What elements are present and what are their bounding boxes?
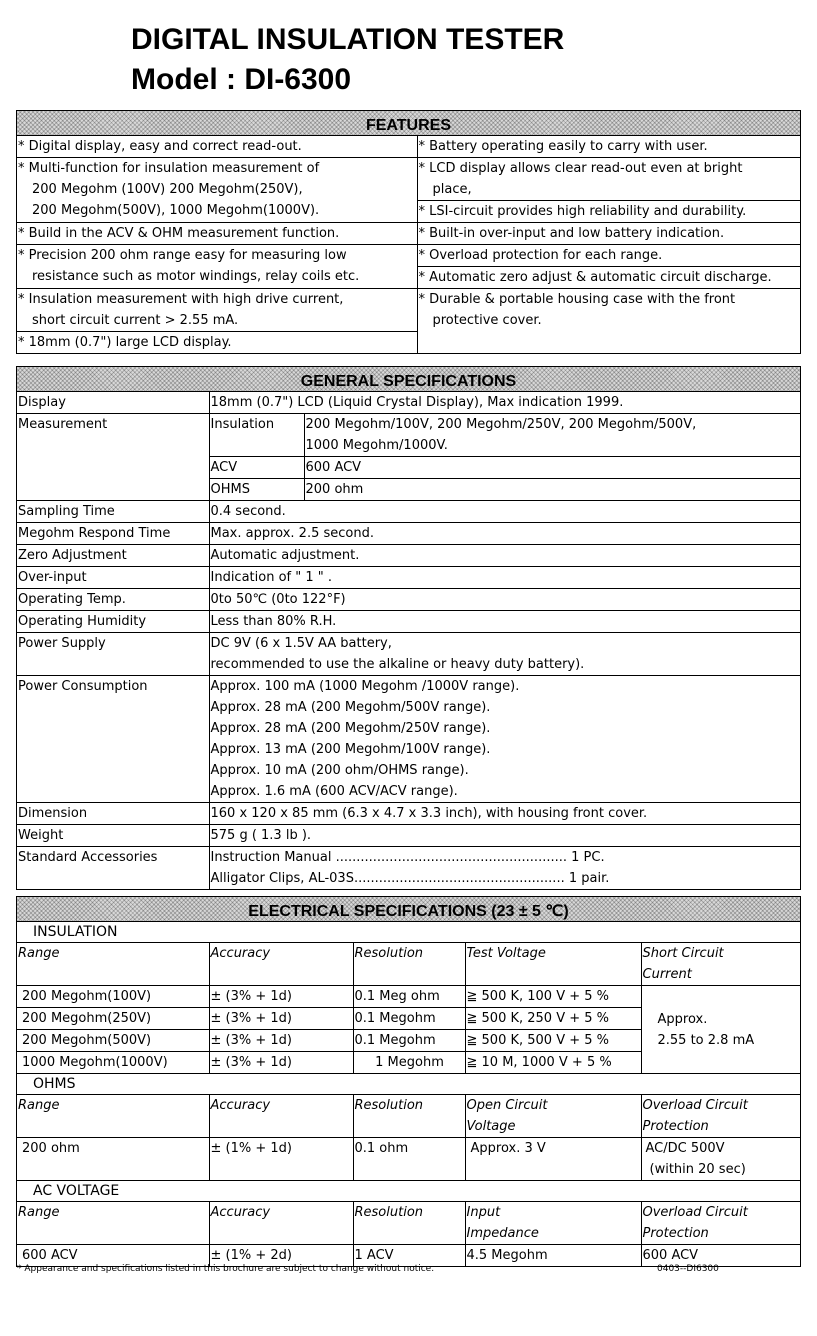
overload-protection-cell: 600 ACV [641, 1245, 800, 1267]
spec-value: 0to 50℃ (0to 122°F) [209, 589, 800, 611]
column-header: Overload Circuit Protection [641, 1202, 800, 1245]
column-header: Range [17, 943, 209, 986]
feature-item: * Overload protection for each range. [417, 245, 800, 267]
spec-value: 0.4 second. [209, 501, 800, 523]
spec-label: Power Supply [17, 633, 209, 676]
feature-item: * Durable & portable housing case with the front protective cover. [417, 289, 800, 354]
spec-label: Operating Temp. [17, 589, 209, 611]
features-table [17, 136, 800, 353]
accuracy-cell: ± (3% + 1d) [209, 1008, 353, 1030]
spec-value: 160 x 120 x 85 mm (6.3 x 4.7 x 3.3 inch), with housing front cover. [209, 803, 800, 825]
feature-item: * LSI-circuit provides high reliability and durability. [417, 201, 800, 223]
range-cell: 200 Megohm(500V) [17, 1030, 209, 1052]
spec-value: 200 ohm [304, 479, 800, 501]
column-header: Open Circuit Voltage [465, 1095, 641, 1138]
model-title: Model : DI-6300 [131, 63, 352, 96]
spec-value: DC 9V (6 x 1.5V AA battery, recommended to use the alkaline or heavy duty battery). [209, 633, 800, 676]
feature-item: * LCD display allows clear read-out even at bright place, [417, 158, 800, 201]
resolution-cell: 0.1 Meg ohm [353, 986, 465, 1008]
column-header: Overload Circuit Protection [641, 1095, 800, 1138]
spec-sublabel: OHMS [209, 479, 304, 501]
table-row [17, 1138, 800, 1181]
spec-sublabel: ACV [209, 457, 304, 479]
column-header: Accuracy [209, 1095, 353, 1138]
test-voltage-cell: ≧ 500 K, 100 V + 5 % [465, 986, 641, 1008]
feature-item: * Multi-function for insulation measurement of 200 Megohm (100V) 200 Megohm(250V), 200 Megohm(500V), 1000 Megohm(1000V). [17, 158, 417, 223]
footer-code: 0403--DI6300 [657, 1264, 719, 1274]
range-cell: 1000 Megohm(1000V) [17, 1052, 209, 1074]
feature-item: * Build in the ACV & OHM measurement function. [17, 223, 417, 245]
feature-item: * Built-in over-input and low battery indication. [417, 223, 800, 245]
column-header: Accuracy [209, 943, 353, 986]
column-header: Range [17, 1202, 209, 1245]
resolution-cell: 1 ACV [353, 1245, 465, 1267]
spec-label: Weight [17, 825, 209, 847]
spec-value: 575 g ( 1.3 lb ). [209, 825, 800, 847]
range-cell: 200 ohm [17, 1138, 209, 1181]
column-header: Test Voltage [465, 943, 641, 986]
test-voltage-cell: ≧ 10 M, 1000 V + 5 % [465, 1052, 641, 1074]
open-circuit-voltage-cell: Approx. 3 V [465, 1138, 641, 1181]
test-voltage-cell: ≧ 500 K, 500 V + 5 % [465, 1030, 641, 1052]
spec-label: Standard Accessories [17, 847, 209, 890]
spec-label: Over-input [17, 567, 209, 589]
spec-value: Approx. 100 mA (1000 Megohm /1000V range). Approx. 28 mA (200 Megohm/500V range). Approx. 28 mA (200 Megohm/250V range). Approx. 13 mA (200 Megohm/100V range). Approx. 10 mA (200 ohm/OHMS range). Approx. 1.6 mA (600 ACV/ACV range). [209, 676, 800, 803]
accuracy-cell: ± (3% + 1d) [209, 986, 353, 1008]
spec-value: Instruction Manual ........................................................ 1 PC. Alligator Clips, AL-03S................................................... 1 pair. [209, 847, 800, 890]
ac-voltage-subheading: AC VOLTAGE [17, 1181, 800, 1202]
feature-item: * Precision 200 ohm range easy for measuring low resistance such as motor windings, relay coils etc. [17, 245, 417, 289]
general-specs-heading: GENERAL SPECIFICATIONS [17, 367, 800, 392]
spec-value: Max. approx. 2.5 second. [209, 523, 800, 545]
spec-label: Sampling Time [17, 501, 209, 523]
overload-protection-cell: AC/DC 500V (within 20 sec) [641, 1138, 800, 1181]
resolution-cell: 1 Megohm [353, 1052, 465, 1074]
general-specs-section [16, 366, 801, 890]
spec-value: 600 ACV [304, 457, 800, 479]
feature-item: * Automatic zero adjust & automatic circuit discharge. [417, 267, 800, 289]
spec-value: Less than 80% R.H. [209, 611, 800, 633]
range-cell: 200 Megohm(250V) [17, 1008, 209, 1030]
resolution-cell: 0.1 Megohm [353, 1030, 465, 1052]
spec-value: Automatic adjustment. [209, 545, 800, 567]
feature-item: * Digital display, easy and correct read-out. [17, 136, 417, 158]
accuracy-cell: ± (1% + 2d) [209, 1245, 353, 1267]
range-cell: 200 Megohm(100V) [17, 986, 209, 1008]
spec-label: Megohm Respond Time [17, 523, 209, 545]
short-circuit-cell: Approx. 2.55 to 2.8 mA [641, 986, 800, 1074]
spec-label: Operating Humidity [17, 611, 209, 633]
resolution-cell: 0.1 ohm [353, 1138, 465, 1181]
column-header: Range [17, 1095, 209, 1138]
page-title: DIGITAL INSULATION TESTER [131, 23, 565, 56]
electrical-specs-section [16, 896, 801, 1267]
spec-value: 18mm (0.7") LCD (Liquid Crystal Display), Max indication 1999. [209, 392, 800, 414]
column-header: Resolution [353, 1202, 465, 1245]
column-header: Resolution [353, 943, 465, 986]
spec-label: Display [17, 392, 209, 414]
electrical-specs-table [17, 922, 800, 1266]
feature-item: * Insulation measurement with high drive current, short circuit current > 2.55 mA. [17, 289, 417, 332]
electrical-specs-heading: ELECTRICAL SPECIFICATIONS (23 ± 5 ℃) [17, 897, 800, 922]
features-section [16, 110, 801, 354]
general-specs-table [17, 392, 800, 889]
spec-value: Indication of " 1 " . [209, 567, 800, 589]
footer-note: * Appearance and specifications listed in this brochure are subject to change without notice. [17, 1264, 435, 1274]
accuracy-cell: ± (3% + 1d) [209, 1030, 353, 1052]
column-header: Accuracy [209, 1202, 353, 1245]
feature-item: * Battery operating easily to carry with user. [417, 136, 800, 158]
spec-value: 200 Megohm/100V, 200 Megohm/250V, 200 Megohm/500V, 1000 Megohm/1000V. [304, 414, 800, 457]
column-header: Input Impedance [465, 1202, 641, 1245]
ohms-subheading: OHMS [17, 1074, 800, 1095]
insulation-subheading: INSULATION [17, 922, 800, 943]
resolution-cell: 0.1 Megohm [353, 1008, 465, 1030]
spec-label: Measurement [17, 414, 209, 501]
spec-label: Zero Adjustment [17, 545, 209, 567]
column-header: Short Circuit Current [641, 943, 800, 986]
input-impedance-cell: 4.5 Megohm [465, 1245, 641, 1267]
accuracy-cell: ± (3% + 1d) [209, 1052, 353, 1074]
column-header: Resolution [353, 1095, 465, 1138]
features-heading: FEATURES [17, 111, 800, 136]
accuracy-cell: ± (1% + 1d) [209, 1138, 353, 1181]
feature-item: * 18mm (0.7") large LCD display. [18, 335, 232, 350]
spec-sublabel: Insulation [209, 414, 304, 457]
spec-label: Dimension [17, 803, 209, 825]
range-cell: 600 ACV [17, 1245, 209, 1267]
table-row [17, 986, 800, 1008]
test-voltage-cell: ≧ 500 K, 250 V + 5 % [465, 1008, 641, 1030]
spec-label: Power Consumption [17, 676, 209, 803]
